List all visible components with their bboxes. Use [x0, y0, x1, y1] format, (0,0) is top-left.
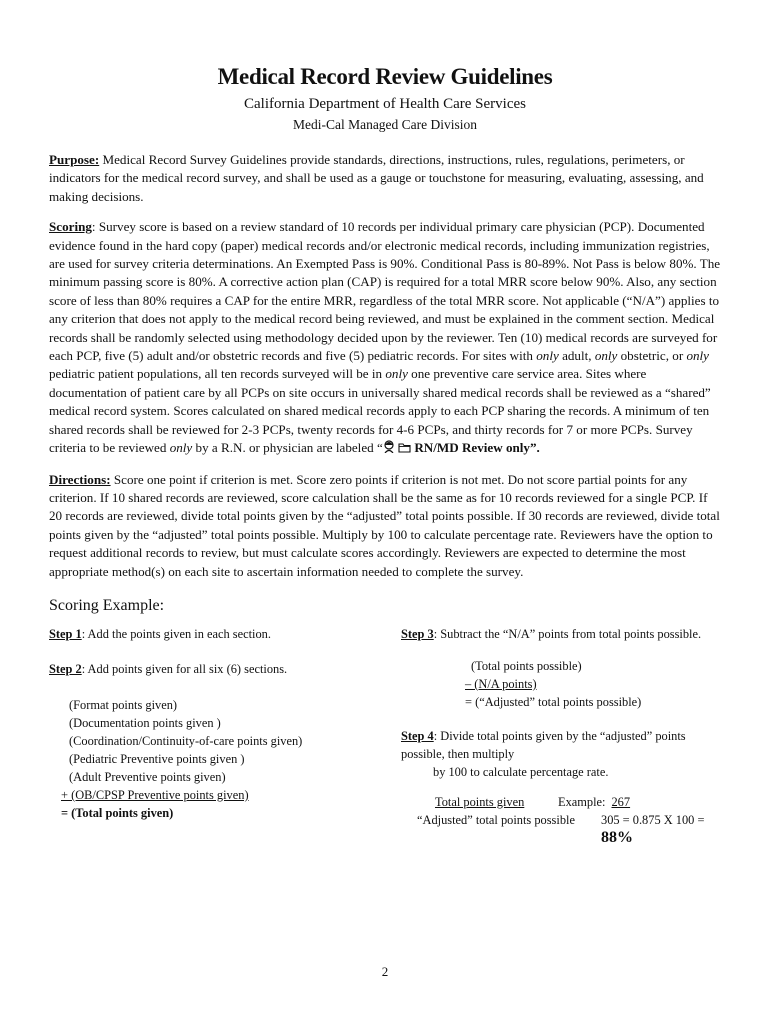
emphasis-only: only — [169, 440, 193, 456]
scoring-text-6: by a R.N. or physician are labeled “ — [192, 440, 383, 456]
emphasis-only: only — [536, 348, 559, 364]
calc-line: (Total points possible) — [471, 658, 582, 673]
list-item: (Coordination/Continuity-of-care points given) — [69, 733, 303, 748]
purpose-label: Purpose: — [49, 152, 100, 167]
page-number: 2 — [381, 964, 389, 979]
scoring-example-left — [49, 625, 389, 822]
calc-line: – (N/A points) — [465, 676, 537, 691]
list-item-plus: + (OB/CPSP Preventive points given) — [61, 787, 249, 802]
step-4-text: : Divide total points given by the “adjusted” points possible, then multiply — [401, 728, 686, 761]
scoring-text-1: : Survey score is based on a review standard of 10 records per individual primary care physician (PCP). Documented evidence found in the hard copy (paper) medical records and/or electronic medical records, including immunization registries, are used for survey criteria determinations. An Exempted Pass is 90%. Conditional Pass is 80-89%. Not Pass is below 80%. The minimum passing score is 80%. A corrective action plan (CAP) is required for a total MRR score below 90%. Also, any section score of less than 80% requires a CAP for the entire MRR, regardless of the total MRR score. Not applicable (“N/A”) applies to any criterion that does not apply to the medical record being reviewed, and must be explained in the comment section. Medical records shall be randomly selected using methodology decided upon by the reviewer. Ten (10) medical records are surveyed for each PCP, five (5) adult and/or obstetric records and five (5) pediatric records. For sites with — [49, 219, 721, 364]
step-4-label: Step 4 — [401, 728, 434, 743]
step-1-text: : Add the points given in each section. — [81, 626, 271, 641]
directions-paragraph — [49, 471, 721, 581]
purpose-text: Medical Record Survey Guidelines provide standards, directions, instructions, rules, regulations, perimeters, or indicators for the medical record survey, and shall be used as a gauge or touchstone for measuring, evaluating, assessing, and making decisions. — [49, 152, 704, 204]
list-item: (Adult Preventive points given) — [69, 769, 226, 784]
example-equation — [601, 811, 721, 847]
department-name: California Department of Health Care Services — [244, 96, 526, 112]
example-numerator — [558, 793, 630, 811]
page-title: Medical Record Review Guidelines — [217, 64, 553, 89]
emphasis-only: only — [385, 366, 408, 382]
scoring-paragraph — [49, 218, 721, 458]
scoring-example-title: Scoring Example: — [49, 596, 165, 614]
example-label: Example: — [558, 794, 606, 809]
document-page — [49, 64, 721, 855]
formula-numerator: Total points given — [435, 794, 525, 809]
list-item: (Documentation points given ) — [69, 715, 221, 730]
example-equation-text: 305 = 0.875 X 100 = — [601, 812, 705, 827]
adjusted-points-calc — [465, 657, 721, 711]
list-item-total: = (Total points given) — [61, 805, 174, 820]
calc-line: = (“Adjusted” total points possible) — [465, 694, 642, 709]
example-result: 88% — [601, 828, 633, 846]
folder-icon — [398, 440, 411, 458]
step-3-label: Step 3 — [401, 626, 434, 641]
step-2 — [49, 660, 389, 678]
physician-head-icon — [383, 440, 395, 458]
scoring-text-5: one preventive care service area. Sites where documentation of patient care by all PCPs on site occurs in universally shared medical records shall be reviewed as a “shared” medical record system. Scores calculated on shared medical records apply to each PCP sharing the records. A minimum of ten shared records shall be reviewed for 2-3 PCPs, twenty records for 4-6 PCPs, and thirty records for 7 or more PCPs. Survey criteria to be reviewed — [49, 366, 711, 456]
step-1 — [49, 625, 389, 643]
directions-label: Directions: — [49, 471, 111, 487]
directions-text: Score one point if criterion is met. Score zero points if criterion is not met. Do not score partial points for any criterion. If 10 shared records are reviewed, score calculation shall be the same as for 10 records reviewed for a single PCP. If 20 records are reviewed, divide total points given by the “adjusted” total points possible. If 30 records are reviewed, divide total points given by the “adjusted” total points possible. Multiply by 100 to calculate percentage rate. Reviewers have the option to request additional records to review, but must calculate scores accordingly. Reviewers are expected to determine the most appropriate method(s) on each site to ascertain information needed to complete the survey. — [49, 471, 720, 579]
list-item: (Pediatric Preventive points given ) — [69, 751, 245, 766]
step-3-text: : Subtract the “N/A” points from total points possible. — [433, 626, 702, 641]
scoring-label: Scoring — [49, 219, 92, 235]
scoring-text-2: adult, — [558, 348, 595, 364]
step-2-text: : Add points given for all six (6) sections. — [81, 661, 288, 676]
formula-denominator: “Adjusted” total points possible — [417, 812, 575, 827]
scoring-text-4: pediatric patient populations, all ten records surveyed will be in — [49, 366, 386, 382]
division-name: Medi-Cal Managed Care Division — [292, 117, 478, 132]
emphasis-only: only — [594, 348, 618, 364]
scoring-example-right — [401, 625, 721, 846]
scoring-text-3: obstetric, or — [617, 348, 687, 364]
step-2-label: Step 2 — [49, 661, 82, 676]
emphasis-only: only — [686, 348, 709, 364]
list-item: (Format points given) — [69, 697, 178, 712]
rn-md-review-note: RN/MD Review only”. — [411, 440, 540, 456]
example-numerator-value: 267 — [611, 794, 631, 809]
step-1-label: Step 1 — [49, 626, 82, 641]
points-list — [49, 696, 389, 822]
scoring-example — [49, 625, 721, 855]
purpose-paragraph — [49, 151, 721, 206]
step-3 — [401, 625, 721, 643]
percentage-formula — [401, 793, 721, 846]
step-4 — [401, 727, 721, 781]
step-4-text-continued: by 100 to calculate percentage rate. — [433, 764, 609, 779]
